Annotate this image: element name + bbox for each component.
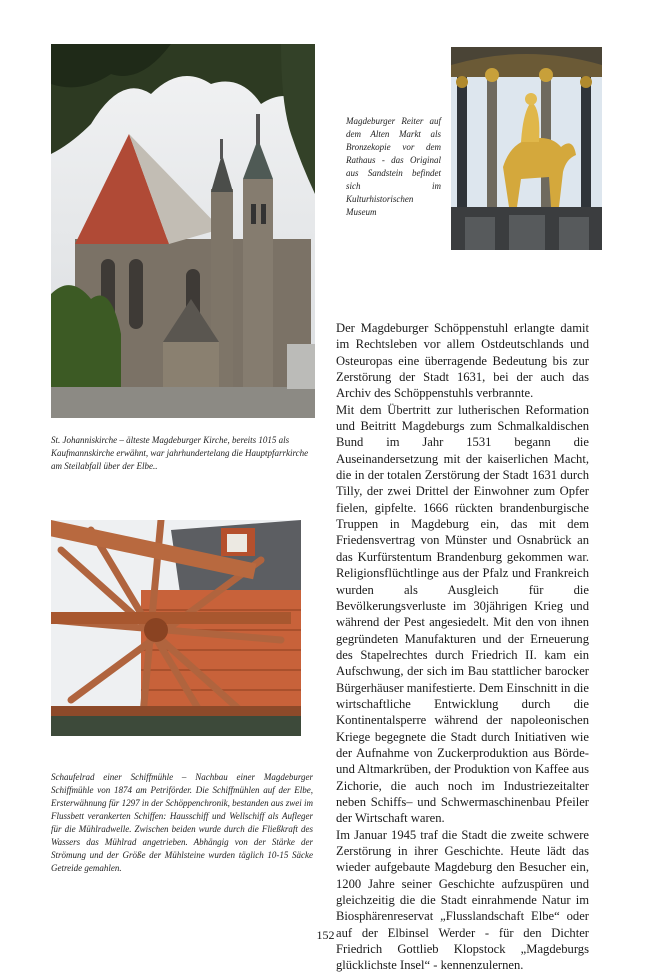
magdeburger-reiter-photo [451, 47, 602, 250]
body-paragraph: Mit dem Übertritt zur lutherischen Reformation und Beitritt Magdeburgs zum Schmalkaldischen Bund im Jahr 1531 begann die Auseinandersetzung mit der kaiserlichen Macht, die in der totalen Zerstörung der Stadt 1631 durch Tilly, der zwei Drittel der Einwohner zum Opfer fielen, gipfelte. 1666 rückten brandenburgische Truppen in Magdeburg ein, das mit dem Friedensvertrag von Münster und Osnabrück an das Kurfürstentum Brandenburg gekommen war. Religionsflüchtlinge aus der Pfalz und Frankreich wurden als Ausgleich für die Bevölkerungsverluste im 30jährigen Krieg und während der Pest angesiedelt. Mit den von ihnen gegründeten Manufakturen und der Erneuerung des Stapelrechtes durch Friedrich II. kam ein Aufschwung, der sich im Bau stattlicher barocker Bürgerhäuser manifestierte. Dem Einschnitt in die wirtschaftliche Entwicklung durch die Kontinentalsperre während der napoleonischen Kriege begegnete die Stadt durch Initiativen wie der Aufnahme von Zuckerproduktion aus Börde- und Altmarkrüben, der Produktion von Kaffee aus Zichorie, die auch noch im Industriezeitalter neben Schiffs– und Schwermaschinenbau Pfeiler der Wirtschaft waren. [336, 402, 589, 826]
church-caption: St. Johanniskirche – älteste Magdeburger Kirche, bereits 1015 als Kaufmannskirche erwähnt, war jahrhundertelang die Hauptpfarrkirche am Steilabfall über der Elbe.. [51, 435, 309, 471]
page-number: 152 [316, 928, 335, 942]
body-paragraph: Der Magdeburger Schöppenstuhl erlangte damit im Rechtsleben vor allem Ostdeutschlands und Osteuropas eine überragende Bedeutung bis zur Zerstörung der Stadt 1631, bei der auch das Archiv des Schöppenstuhls verbrannte. [336, 321, 589, 401]
reiter-caption: Magdeburger Reiter auf dem Alten Markt als Bronzekopie vor dem Rathaus - das Original aus Sandstein befindet sich im Kulturhistorischen Museum [346, 116, 441, 217]
body-text [336, 320, 589, 974]
body-paragraph: Im Januar 1945 traf die Stadt die zweite schwere Zerstörung in ihrer Geschichte. Heute lädt das wieder aufgebaute Magdeburg den Besucher ein, 1200 Jahre seiner Geschichte aufzuspüren und gleichzeitig die die Stadt einrahmende Natur im Biosphärenreservat „Flusslandschaft Elbe“ oder auf der Elbinsel Werder - für den Dichter Friedrich Gottlieb Klopstock „Magdeburgs glücklichste Insel“ - kennenzulernen. [336, 827, 589, 973]
mill-caption: Schaufelrad einer Schiffmühle – Nachbau einer Magdeburger Schiffmühle von 1874 am Petriförder. Die Schiffmühlen auf der Elbe, Ersterwähnung für 1297 in der Schöppenchronik, bestanden aus zwei im Flussbett verankerten Schiffen: Hausschiff und Wellschiff als Aufleger für die Mühlradwelle. Zwischen beiden wurde durch die Fließkraft des Wassers das Mühlrad angetrieben. Abhängig von der Stärke der Strömung und der Größe der Mühlsteine wurden täglich 10-15 Säcke Getreide gemahlen. [51, 772, 313, 873]
church-photo [51, 44, 315, 418]
ship-mill-paddle-wheel-photo [51, 520, 301, 736]
